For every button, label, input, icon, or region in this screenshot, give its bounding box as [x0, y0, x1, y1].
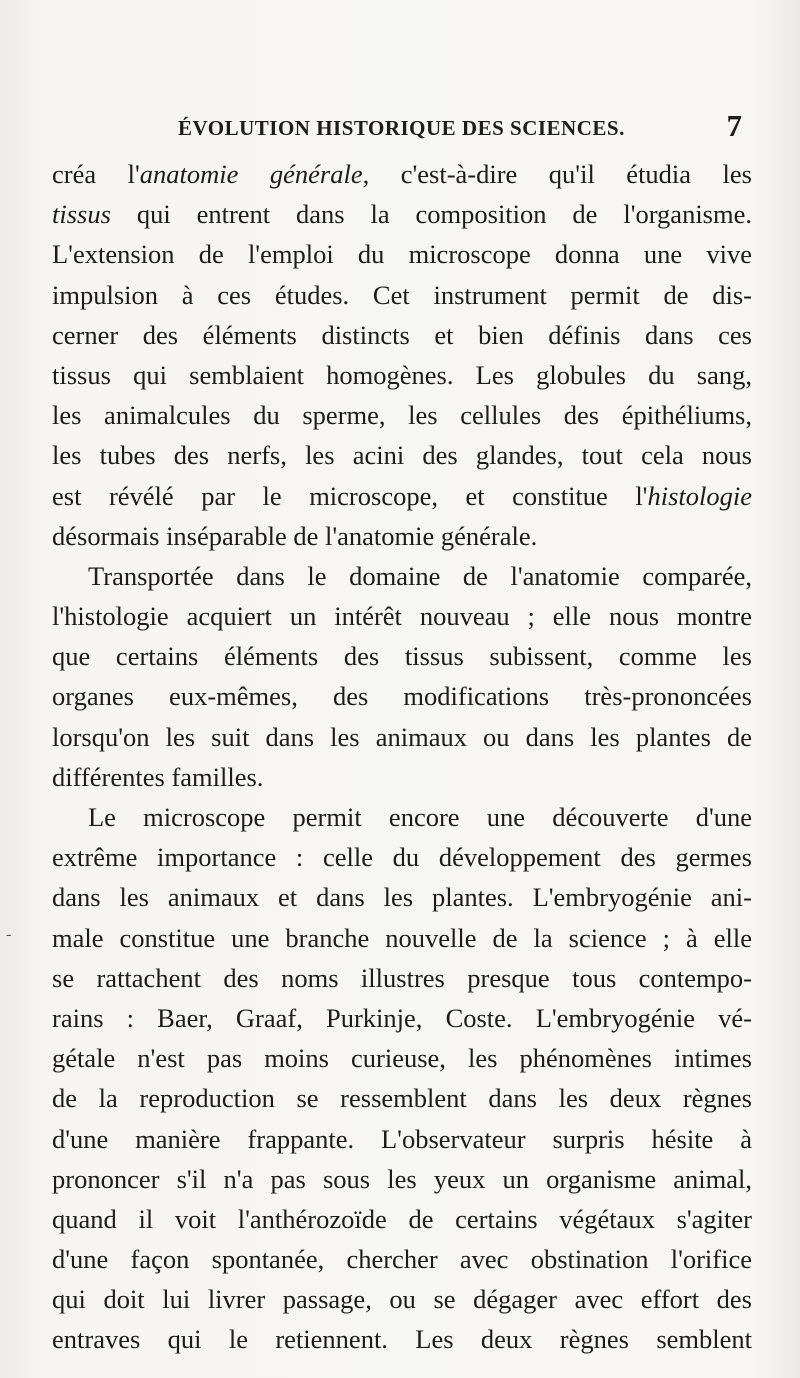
running-title: ÉVOLUTION HISTORIQUE DES SCIENCES. [178, 116, 625, 140]
text-line: que certains éléments des tissus subissent, comme les [52, 641, 752, 672]
text-line: male constitue une branche nouvelle de la science ; à elle [52, 922, 752, 953]
text-line: dans les animaux et dans les plantes. L'embryogénie ani- [52, 882, 752, 913]
text-line: l'histologie acquiert un intérêt nouveau ; elle nous montre [52, 601, 752, 632]
body-text [52, 154, 752, 1360]
text-line: qui doit lui livrer passage, ou se dégager avec effort des [52, 1284, 752, 1315]
text-line: entraves qui le retiennent. Les deux règnes semblent [52, 1324, 752, 1355]
text-line: se rattachent des noms illustres presque tous contempo- [52, 962, 752, 993]
text-line: les animalcules du sperme, les cellules des épithéliums, [52, 400, 752, 431]
margin-mark: - [6, 926, 12, 943]
text-line: extrême importance : celle du développement des germes [52, 842, 752, 873]
text-line: cerner des éléments distincts et bien définis dans ces [52, 319, 752, 350]
text-line: gétale n'est pas moins curieuse, les phénomènes intimes [52, 1043, 752, 1074]
text-line: est révélé par le microscope, et constitue l'histologie [52, 480, 752, 511]
text-line: désormais inséparable de l'anatomie générale. [52, 520, 538, 551]
text-line: créa l'anatomie générale, c'est-à-dire qu'il étudia les [52, 159, 752, 189]
text-line: lorsqu'on les suit dans les animaux ou dans les plantes de [52, 721, 752, 752]
text-line: d'une façon spontanée, chercher avec obstination l'orifice [52, 1244, 752, 1275]
text-line: Transportée dans le domaine de l'anatomie comparée, [88, 560, 752, 591]
text-line: quand il voit l'anthérozoïde de certains végétaux s'agiter [52, 1203, 752, 1234]
text-line: d'une manière frappante. L'observateur surpris hésite à [52, 1123, 752, 1154]
text-line: organes eux-mêmes, des modifications très-prononcées [52, 681, 752, 712]
text-line: L'extension de l'emploi du microscope donna une vive [52, 239, 752, 270]
text-line: les tubes des nerfs, les acini des glandes, tout cela nous [52, 440, 752, 471]
text-line: rains : Baer, Graaf, Purkinje, Coste. L'embryogénie vé- [52, 1002, 752, 1033]
text-line: tissus qui semblaient homogènes. Les globules du sang, [52, 359, 752, 390]
page-number: 7 [726, 108, 742, 143]
text-line: différentes familles. [52, 761, 264, 792]
text-line: de la reproduction se ressemblent dans les deux règnes [52, 1083, 752, 1114]
text-line: prononcer s'il n'a pas sous les yeux un organisme animal, [52, 1163, 752, 1194]
running-header [52, 108, 742, 146]
text-line: impulsion à ces études. Cet instrument permit de dis- [52, 279, 752, 310]
text-line: Le microscope permit encore une découverte d'une [88, 802, 752, 832]
text-line: tissus qui entrent dans la composition de l'organisme. [52, 199, 752, 230]
